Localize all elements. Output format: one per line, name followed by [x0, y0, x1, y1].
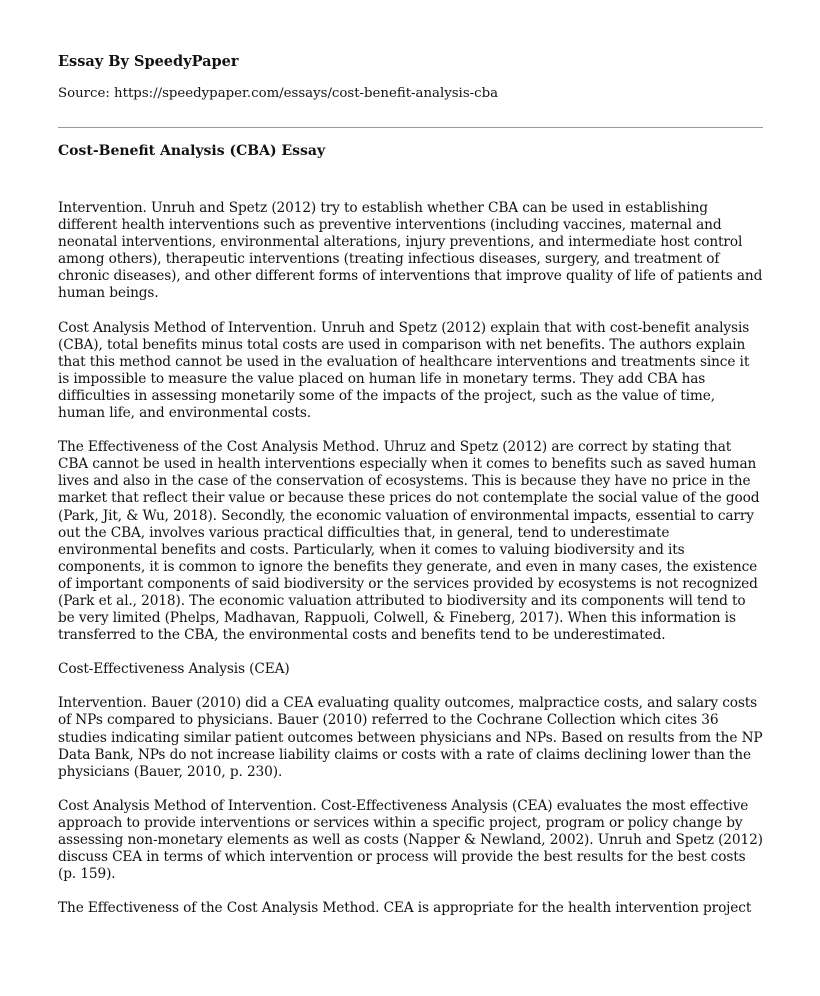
essay-title: Cost-Benefit Analysis (CBA) Essay	[58, 143, 326, 159]
paragraph-cba-intervention: Intervention. Unruh and Spetz (2012) try to establish whether CBA can be used in establishing different health interventions such as preventive interventions (including vaccines, maternal and neonatal interventions, environmental alterations, injury preventions, and intermediate host control among others), therapeutic interventions (treating infectious diseases, surgery, and treatment of chronic diseases), and other different forms of interventions that improve quality of life of patients and human beings.	[58, 200, 763, 302]
paragraph-cba-effectiveness: The Effectiveness of the Cost Analysis Method. Uhruz and Spetz (2012) are correct by stating that CBA cannot be used in health interventions especially when it comes to benefits such as saved human lives and also in the case of the conservation of ecosystems. This is because they have no price in the market that reflect their value or because these prices do not contemplate the social value of the good (Park, Jit, & Wu, 2018). Secondly, the economic valuation of environmental impacts, essential to carry out the CBA, involves various practical difficulties that, in general, tend to underestimate environmental benefits and costs. Particularly, when it comes to valuing biodiversity and its components, it is common to ignore the benefits they generate, and even in many cases, the existence of important components of said biodiversity or the services provided by ecosystems is not recognized (Park et al., 2018). The economic valuation attributed to biodiversity and its components will tend to be very limited (Phelps, Madhavan, Rappuoli, Colwell, & Fineberg, 2017). When this information is transferred to the CBA, the environmental costs and benefits tend to be underestimated.	[58, 439, 760, 644]
header-divider	[58, 127, 763, 128]
source-line: Source: https://speedypaper.com/essays/cost-benefit-analysis-cba	[58, 86, 499, 101]
section-heading-cea: Cost-Effectiveness Analysis (CEA)	[58, 661, 290, 678]
brand-heading: Essay By SpeedyPaper	[58, 53, 239, 70]
paragraph-cea-intervention: Intervention. Bauer (2010) did a CEA evaluating quality outcomes, malpractice costs, and salary costs of NPs compared to physicians. Bauer (2010) referred to the Cochrane Collection which cites 36 studies indicating similar patient outcomes between physicians and NPs. Based on results from the NP Data Bank, NPs do not increase liability claims or costs with a rate of claims declining lower than the physicians (Bauer, 2010, p. 230).	[58, 695, 763, 780]
paragraph-cba-method: Cost Analysis Method of Intervention. Unruh and Spetz (2012) explain that with cost-benefit analysis (CBA), total benefits minus total costs are used in comparison with net benefits. The authors explain that this method cannot be used in the evaluation of healthcare interventions and treatments since it is impossible to measure the value placed on human life in monetary terms. They add CBA has difficulties in assessing monetarily some of the impacts of the project, such as the value of time, human life, and environmental costs.	[58, 319, 750, 422]
essay-body	[58, 200, 763, 934]
paragraph-cea-method: Cost Analysis Method of Intervention. Cost-Effectiveness Analysis (CEA) evaluates the most effective approach to provide interventions or services within a specific project, program or policy change by assessing non-monetary elements as well as costs (Napper & Newland, 2002). Unruh and Spetz (2012) discuss CEA in terms of which intervention or process will provide the best results for the best costs (p. 159).	[58, 797, 763, 883]
paragraph-cea-effectiveness: The Effectiveness of the Cost Analysis Method. CEA is appropriate for the health intervention project	[58, 900, 752, 917]
